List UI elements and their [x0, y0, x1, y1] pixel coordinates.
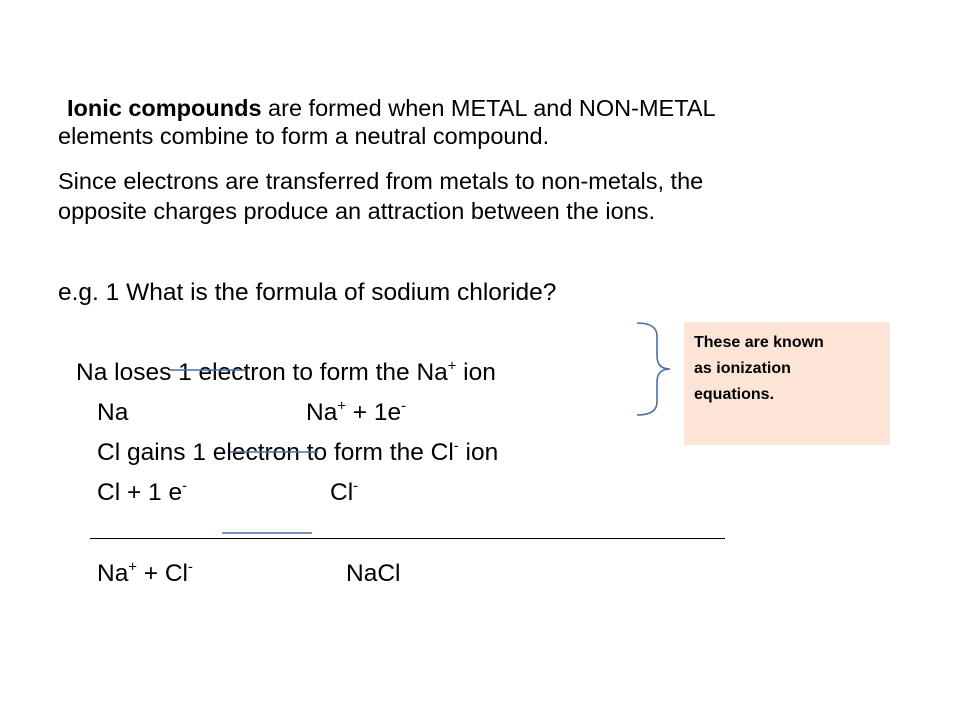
- cl-product-sup: -: [353, 478, 359, 495]
- na-electron-sup: -: [401, 398, 406, 415]
- note-line-1: These are known: [694, 334, 824, 351]
- na-product: Na: [306, 399, 338, 426]
- cl-gains-end: ion: [458, 439, 499, 466]
- overall-na: Na: [97, 560, 129, 587]
- na-equation-left: Na: [97, 399, 129, 426]
- cl-gains-text: Cl gains 1 electron to form the Cl: [97, 439, 454, 466]
- cl-gains-sup: -: [453, 438, 459, 455]
- overall-na-sup: +: [128, 559, 137, 576]
- curly-brace: [637, 323, 670, 415]
- na-electron: + 1e: [345, 399, 402, 426]
- na-loses-end: ion: [456, 359, 496, 386]
- intro-text: are formed when METAL and NON-METAL: [261, 95, 716, 121]
- cl-reactant: Cl + 1 e: [97, 479, 183, 506]
- overall-equation-right: NaCl: [346, 560, 401, 587]
- na-loses-sup: +: [447, 358, 457, 375]
- na-loses-text: Na loses 1 electron to form the Na: [76, 359, 448, 386]
- cl-reactant-sup: -: [182, 478, 188, 495]
- cl-product: Cl: [330, 479, 354, 506]
- intro-line-2: elements combine to form a neutral compound.: [58, 123, 550, 149]
- note-line-2: as ionization: [694, 360, 791, 377]
- overall-cl-sup: -: [187, 559, 193, 576]
- overall-cl: + Cl: [136, 560, 188, 587]
- electrons-line-2: opposite charges produce an attraction between the ions.: [58, 198, 656, 224]
- ionic-compounds-term: Ionic compounds: [67, 95, 262, 121]
- electrons-line-1: Since electrons are transferred from metals to non-metals, the: [58, 168, 704, 194]
- ionization-note-box: [684, 322, 890, 445]
- note-line-3: equations.: [694, 386, 775, 403]
- example-question: e.g. 1 What is the formula of sodium chloride?: [58, 279, 557, 306]
- na-product-sup: +: [337, 398, 346, 415]
